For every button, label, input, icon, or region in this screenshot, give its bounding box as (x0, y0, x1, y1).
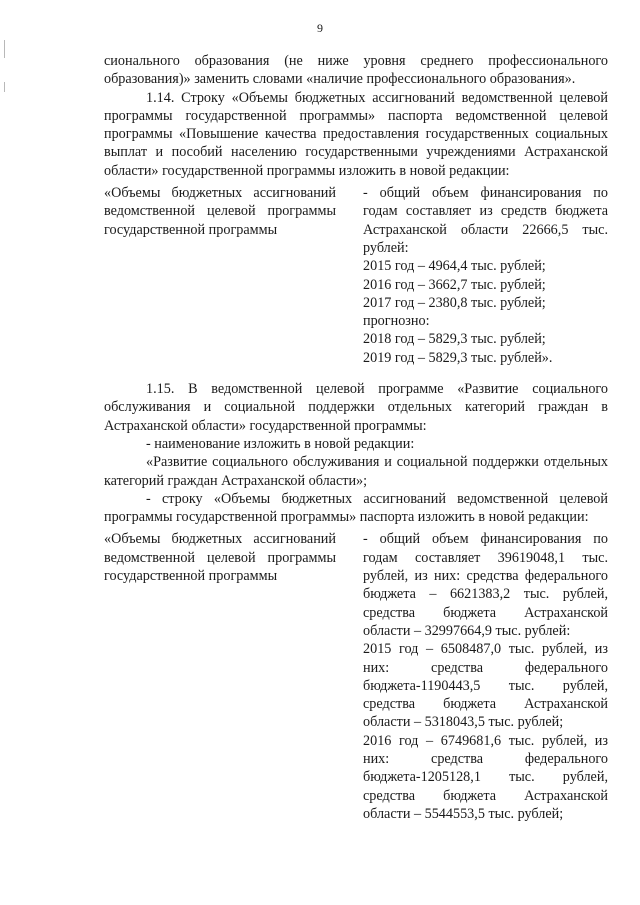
budget-table-1-label: «Объемы бюджетных ассигнований ведомственной целевой программы государственной программы (104, 185, 336, 238)
budget-table-1-values (363, 184, 608, 367)
budget-table-1-forecast-label: прогнозно: (363, 313, 430, 330)
document-body (104, 52, 608, 823)
paragraph-new-name: «Развитие социального обслуживания и социальной поддержки отдельных категорий граждан Астраханской области»; (104, 454, 608, 489)
paragraph-item-1-15: 1.15. В ведомственной целевой программе «Развитие социального обслуживания и социальной поддержки отдельных категорий граждан в Астраханской области» государственной программы: (104, 381, 608, 434)
budget-table-1-year-2016: 2016 год – 3662,7 тыс. рублей; (363, 276, 546, 293)
margin-scan-mark (4, 82, 5, 92)
paragraph-continuation: сионального образования (не ниже уровня среднего профессионального образования)» заменить словами «наличие профессионального образования». (104, 53, 608, 88)
budget-table-2-label: «Объемы бюджетных ассигнований ведомственной целевой программы государственной программы (104, 531, 336, 585)
budget-table-2-total: - общий объем финансирования по годам составляет 39619048,1 тыс. рублей, из них: средства федерального бюджета – 6621383,2 тыс. рублей, средства бюджета Астраханской области – 32997664,9 тыс. рублей: (363, 531, 608, 639)
spacer (104, 367, 608, 380)
budget-table-2-year-2015: 2015 год – 6508487,0 тыс. рублей, из них: средства федерального бюджета-1190443,5 тыс. рублей, средства бюджета Астраханской области – 5318043,5 тыс. рублей; (363, 641, 608, 731)
margin-scan-mark (4, 40, 5, 58)
budget-table-1-year-2017: 2017 год – 2380,8 тыс. рублей; (363, 294, 546, 311)
paragraph-item-1-14: 1.14. Строку «Объемы бюджетных ассигнований ведомственной целевой программы государственной программы» паспорта ведомственной целевой программы «Повышение качества предоставления государственных социальных выплат и пособий населению государственными учреждениями Астраханской области» государственной программы изложить в новой редакции: (104, 89, 608, 179)
budget-table-1-year-2018: 2018 год – 5829,3 тыс. рублей; (363, 331, 546, 348)
budget-table-1-year-2015: 2015 год – 4964,4 тыс. рублей; (363, 258, 546, 275)
paragraph-row-instruction: - строку «Объемы бюджетных ассигнований ведомственной целевой программы государственной программы» паспорта изложить в новой редакции: (104, 490, 608, 526)
budget-table-1-total: - общий объем финансирования по годам составляет из средств бюджета Астраханской области 22666,5 тыс. рублей: (363, 185, 608, 256)
budget-table-1 (104, 184, 608, 367)
page-number: 9 (317, 21, 323, 35)
budget-table-2 (104, 530, 608, 823)
budget-table-1-year-2019: 2019 год – 5829,3 тыс. рублей». (363, 349, 553, 366)
budget-table-2-values (363, 530, 608, 823)
paragraph-rename-instruction: - наименование изложить в новой редакции: (146, 435, 415, 452)
budget-table-2-year-2016: 2016 год – 6749681,6 тыс. рублей, из них: средства федерального бюджета-1205128,1 тыс. рублей, средства бюджета Астраханской области – 5544553,5 тыс. рублей; (363, 732, 608, 822)
